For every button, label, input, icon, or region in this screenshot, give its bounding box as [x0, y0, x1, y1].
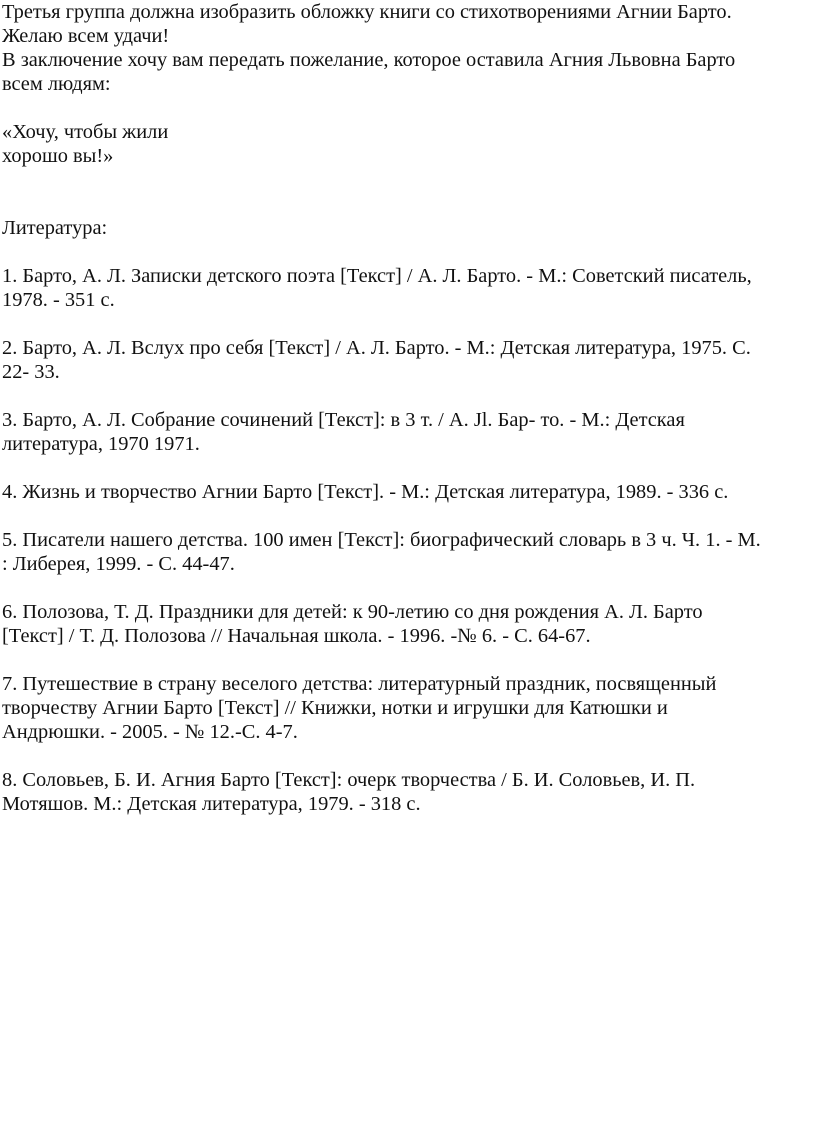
quote-line: «Хочу, чтобы жили — [2, 121, 169, 143]
reference-line: 1. Барто, А. Л. Записки детского поэта [Текст] / А. Л. Барто. - М.: Советский писатель, — [2, 265, 752, 287]
spacer — [2, 504, 810, 528]
intro-line: Третья группа должна изобразить обложку книги со стихотворениями Агнии Барто. — [2, 1, 732, 23]
reference-line: 6. Полозова, Т. Д. Праздники для детей: к 90-летию со дня рождения А. Л. Барто — [2, 601, 703, 623]
quote-line: хорошо вы!» — [2, 145, 114, 167]
reference-line: 5. Писатели нашего детства. 100 имен [Текст]: биографический словарь в 3 ч. Ч. 1. - М. — [2, 529, 761, 551]
reference-line: 1978. - 351 с. — [2, 289, 115, 311]
reference-item-4 — [2, 480, 810, 504]
reference-line: 7. Путешествие в страну веселого детства: литературный праздник, посвященный — [2, 673, 717, 695]
reference-line: : Либерея, 1999. - С. 44-47. — [2, 553, 235, 575]
reference-line: Мотяшов. М.: Детская литература, 1979. - 318 с. — [2, 793, 421, 815]
reference-item-8 — [2, 768, 810, 816]
intro-line: Желаю всем удачи! — [2, 25, 170, 47]
spacer — [2, 576, 810, 600]
intro-line: всем людям: — [2, 73, 111, 95]
reference-item-2 — [2, 336, 810, 384]
reference-item-6 — [2, 600, 810, 648]
reference-line: 2. Барто, А. Л. Вслух про себя [Текст] / А. Л. Барто. - М.: Детская литература, 1975. С. — [2, 337, 751, 359]
reference-line: 4. Жизнь и творчество Агнии Барто [Текст]. - М.: Детская литература, 1989. - 336 с. — [2, 481, 729, 503]
intro-line: В заключение хочу вам передать пожелание, которое оставила Агния Львовна Барто — [2, 49, 736, 71]
spacer — [2, 384, 810, 408]
spacer — [2, 96, 810, 120]
reference-line: [Текст] / Т. Д. Полозова // Начальная школа. - 1996. -№ 6. - С. 64-67. — [2, 625, 591, 647]
spacer — [2, 648, 810, 672]
reference-line: творчеству Агнии Барто [Текст] // Книжки, нотки и игрушки для Катюшки и — [2, 697, 668, 719]
spacer — [2, 744, 810, 768]
quote-paragraph — [2, 120, 810, 168]
reference-line: Андрюшки. - 2005. - № 12.-С. 4-7. — [2, 721, 298, 743]
reference-line: 8. Соловьев, Б. И. Агния Барто [Текст]: очерк творчества / Б. И. Соловьев, И. П. — [2, 769, 696, 791]
spacer — [2, 240, 810, 264]
literature-heading-text: Литература: — [2, 217, 108, 239]
reference-line: 22- 33. — [2, 361, 60, 383]
reference-item-1 — [2, 264, 810, 312]
reference-item-3 — [2, 408, 810, 456]
intro-paragraph — [2, 0, 810, 96]
spacer — [2, 312, 810, 336]
spacer — [2, 168, 810, 216]
reference-line: 3. Барто, А. Л. Собрание сочинений [Текст]: в 3 т. / А. Jl. Бар- то. - М.: Детская — [2, 409, 685, 431]
reference-item-7 — [2, 672, 810, 744]
reference-line: литература, 1970 1971. — [2, 433, 200, 455]
literature-heading — [2, 216, 810, 240]
spacer — [2, 456, 810, 480]
reference-item-5 — [2, 528, 810, 576]
